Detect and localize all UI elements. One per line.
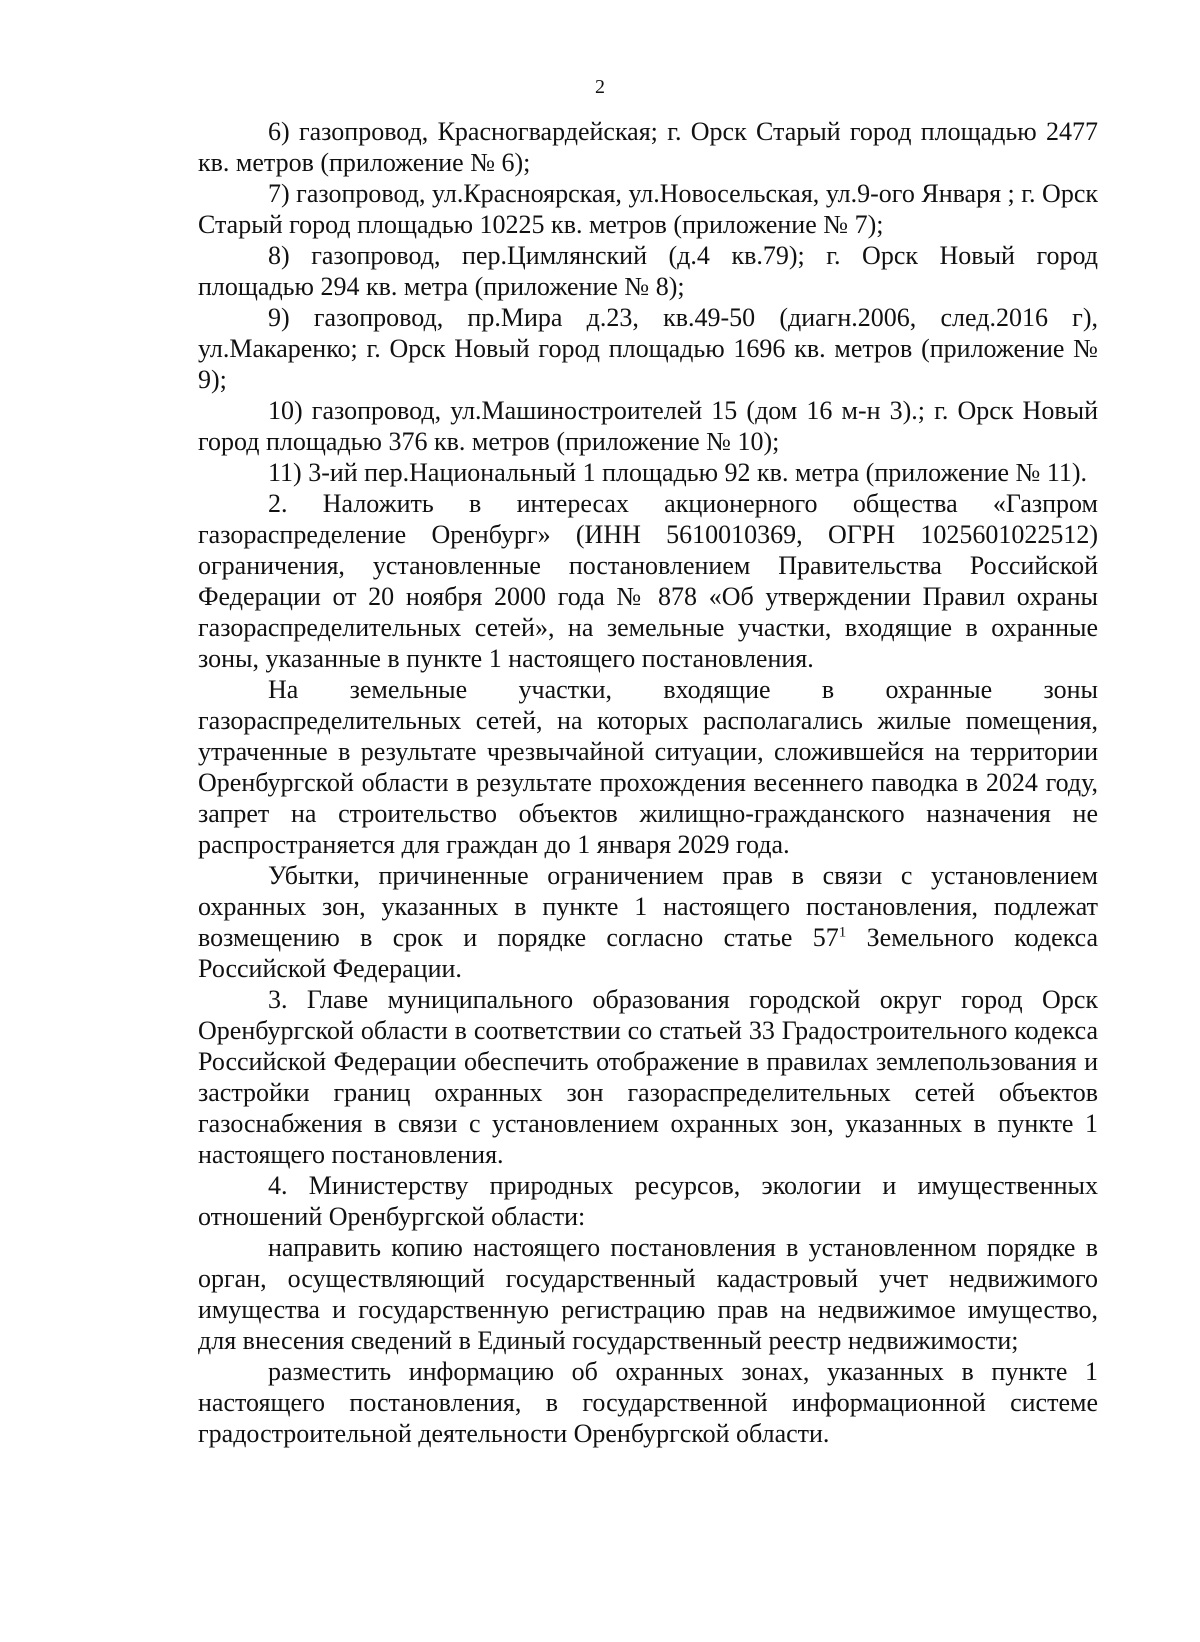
paragraph-item-6: 6) газопровод, Красногвардейская; г. Орск Старый город площадью 2477 кв. метров (приложение № 6); — [198, 117, 1098, 177]
paragraph-item-9: 9) газопровод, пр.Мира д.23, кв.49-50 (диагн.2006, след.2016 г), ул.Макаренко; г. Орск Новый город площадью 1696 кв. метров (приложение № 9); — [198, 303, 1098, 394]
paragraph-section-3: 3. Главе муниципального образования городской округ город Орск Оренбургской области в соответствии со статьей 33 Градостроительного кодекса Российской Федерации обеспечить отображение в правилах землепользования и застройки границ охранных зон газораспределительных сетей объектов газоснабжения в связи с установлением охранных зон, указанных в пункте 1 настоящего постановления. — [198, 985, 1098, 1169]
losses-text-after: Земельного кодекса Российской Федерации. — [198, 923, 1098, 983]
paragraph-losses — [198, 860, 1098, 984]
paragraph-item-7: 7) газопровод, ул.Красноярская, ул.Новосельская, ул.9-ого Января ; г. Орск Старый город площадью 10225 кв. метров (приложение № 7); — [198, 179, 1098, 239]
article-superscript: 1 — [838, 924, 847, 941]
paragraph-section-2: 2. Наложить в интересах акционерного общества «Газпром газораспределение Оренбург» (ИНН 5610010369, ОГРН 1025601022512) ограничения, установленные постановлением Правительства Российской Федерации от 20 ноября 2000 года № 878 «Об утверждении Правил охраны газораспределительных сетей», на земельные участки, входящие в охранные зоны, указанные в пункте 1 настоящего постановления. — [198, 489, 1098, 673]
paragraph-flood-exception: На земельные участки, входящие в охранные зоны газораспределительных сетей, на которых располагались жилые помещения, утраченные в результате чрезвычайной ситуации, сложившейся на территории Оренбургской области в результате прохождения весеннего паводка в 2024 году, запрет на строительство объектов жилищно-гражданского назначения не распространяется для граждан до 1 января 2029 года. — [198, 675, 1098, 859]
paragraph-section-4: 4. Министерству природных ресурсов, экологии и имущественных отношений Оренбургской области: — [198, 1171, 1098, 1231]
paragraph-publish-info: разместить информацию об охранных зонах, указанных в пункте 1 настоящего постановления, в государственной информационной системе градостроительной деятельности Оренбургской области. — [198, 1357, 1098, 1448]
paragraph-item-11: 11) 3-ий пер.Национальный 1 площадью 92 кв. метра (приложение № 11). — [268, 458, 1088, 487]
paragraph-item-8: 8) газопровод, пер.Цимлянский (д.4 кв.79); г. Орск Новый город площадью 294 кв. метра (приложение № 8); — [198, 241, 1098, 301]
page-number: 2 — [595, 76, 605, 98]
paragraph-item-10: 10) газопровод, ул.Машиностроителей 15 (дом 16 м-н 3).; г. Орск Новый город площадью 376 кв. метров (приложение № 10); — [198, 396, 1098, 456]
document-body — [198, 116, 1098, 1449]
losses-text-before: Убытки, причиненные ограничением прав в связи с установлением охранных зон, указанных в пункте 1 настоящего постановления, подлежат возмещению в срок и порядке согласно статье 57 — [198, 861, 1098, 952]
paragraph-send-copy: направить копию настоящего постановления в установленном порядке в орган, осуществляющий государственный кадастровый учет недвижимого имущества и государственную регистрацию прав на недвижимое имущество, для внесения сведений в Единый государственный реестр недвижимости; — [198, 1233, 1098, 1355]
